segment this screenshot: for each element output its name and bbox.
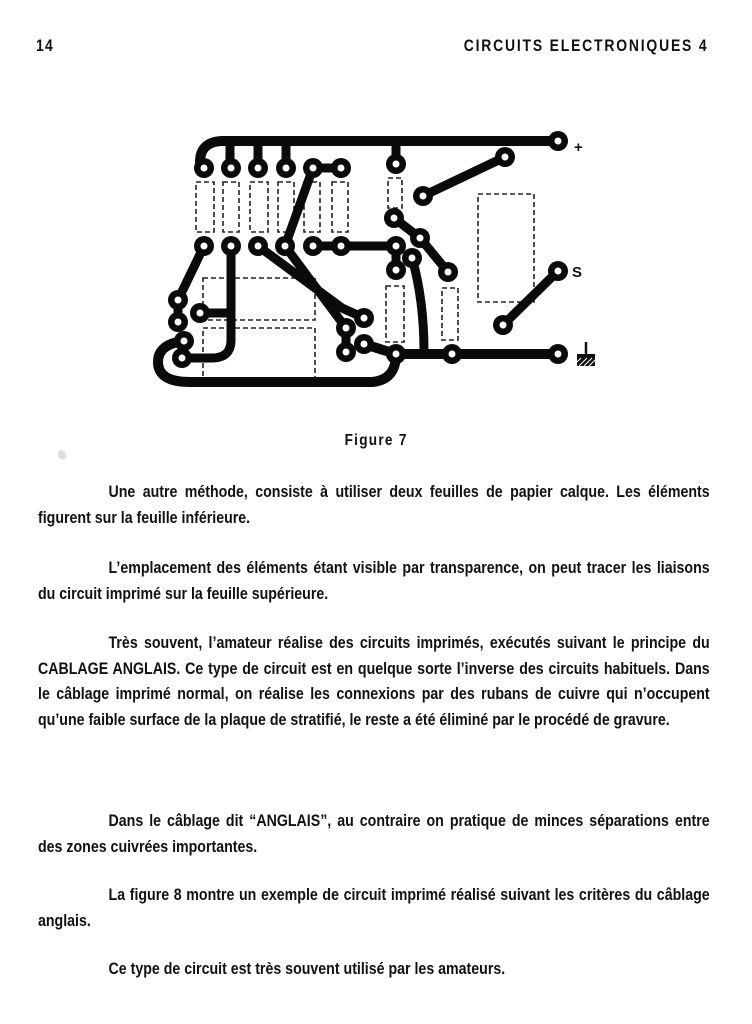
pad-hole [361, 315, 368, 322]
paragraph-text: Très souvent, l’amateur réalise des circuits imprimés, exécutés suivant le principe du CABLAGE ANGLAIS. Ce type de circuit est en quelque sorte l’inverse des circuits habituels. Dans le câblage imprimé normal, on réalise les connexions par des rubans de cuivre qui n’occupent qu’une faible surface de la plaque de stratifié, le reste a été éliminé par le procédé de gravure. [38, 634, 710, 729]
pad-hole [201, 165, 208, 172]
pad-hole [255, 165, 262, 172]
pad-hole [228, 243, 235, 250]
pad-hole [343, 325, 350, 332]
resistor-outline [332, 182, 348, 232]
pad-hole [338, 165, 345, 172]
pad-hole [310, 243, 317, 250]
trace [313, 246, 396, 270]
pad-hole [449, 351, 456, 358]
paragraph [38, 957, 710, 983]
pad-hole [175, 319, 182, 326]
capacitor-outline [478, 194, 534, 302]
pad-hole [201, 243, 208, 250]
pad-hole [179, 355, 186, 362]
paragraph-text: Ce type de circuit est très souvent utilisé par les amateurs. [108, 960, 506, 978]
paragraph-text: L’emplacement des éléments étant visible par transparence, on peut tracer les liaisons du circuit imprimé sur la feuille supérieure. [38, 559, 710, 603]
paragraph-text: Une autre méthode, consiste à utiliser deux feuilles de papier calque. Les éléments figurent sur la feuille inférieure. [38, 483, 710, 527]
pad-hole [343, 349, 350, 356]
paragraph-text: Dans le câblage dit “ANGLAIS”, au contraire on pratique de minces séparations entre des zones cuivrées importantes. [38, 812, 710, 856]
trace [412, 258, 424, 352]
pad-hole [409, 255, 416, 262]
paragraph [38, 556, 710, 607]
pad-hole [555, 268, 562, 275]
signal-terminal-label: S [572, 264, 583, 281]
trace [423, 157, 505, 196]
pad-hole [255, 243, 262, 250]
pad-hole [338, 243, 345, 250]
pad-hole [391, 215, 398, 222]
running-title: CIRCUITS ELECTRONIQUES 4 [463, 36, 708, 55]
paragraph [38, 809, 710, 860]
pad-hole [420, 193, 427, 200]
pad-hole [283, 165, 290, 172]
pad-hole [310, 165, 317, 172]
pad-hole [197, 310, 204, 317]
pad-hole [555, 138, 562, 145]
pad-hole [393, 161, 400, 168]
pad-hole [361, 341, 368, 348]
resistor-outline [196, 182, 214, 232]
pad-hole [555, 351, 562, 358]
resistor-outline [223, 182, 239, 232]
scan-smudge [56, 449, 68, 462]
resistor-outline [442, 288, 458, 340]
paragraph [38, 883, 710, 934]
page-number: 14 [36, 36, 54, 55]
resistor-outline [250, 182, 268, 232]
pad-hole [417, 235, 424, 242]
output-trace [503, 271, 558, 325]
pad-hole [393, 351, 400, 358]
trace [258, 246, 364, 318]
pad-hole [282, 243, 289, 250]
pad-hole [445, 269, 452, 276]
pad-hole [393, 243, 400, 250]
resistor-outline [388, 178, 402, 208]
figure-caption-text: Figure 7 [344, 432, 408, 449]
figure-caption [0, 432, 752, 450]
paragraph [38, 631, 710, 733]
circuit-figure [140, 120, 620, 400]
pad-hole [228, 165, 235, 172]
pad-hole [502, 154, 509, 161]
pad-hole [181, 338, 188, 345]
paragraph [38, 480, 710, 531]
pad-hole [500, 322, 507, 329]
pad-hole [393, 267, 400, 274]
paragraph-text: La figure 8 montre un exemple de circuit imprimé réalisé suivant les critères du câblage anglais. [38, 886, 710, 930]
pad-hole [175, 297, 182, 304]
positive-terminal-label: + [574, 139, 583, 156]
resistor-outline [386, 286, 404, 342]
ground-icon [577, 342, 595, 366]
